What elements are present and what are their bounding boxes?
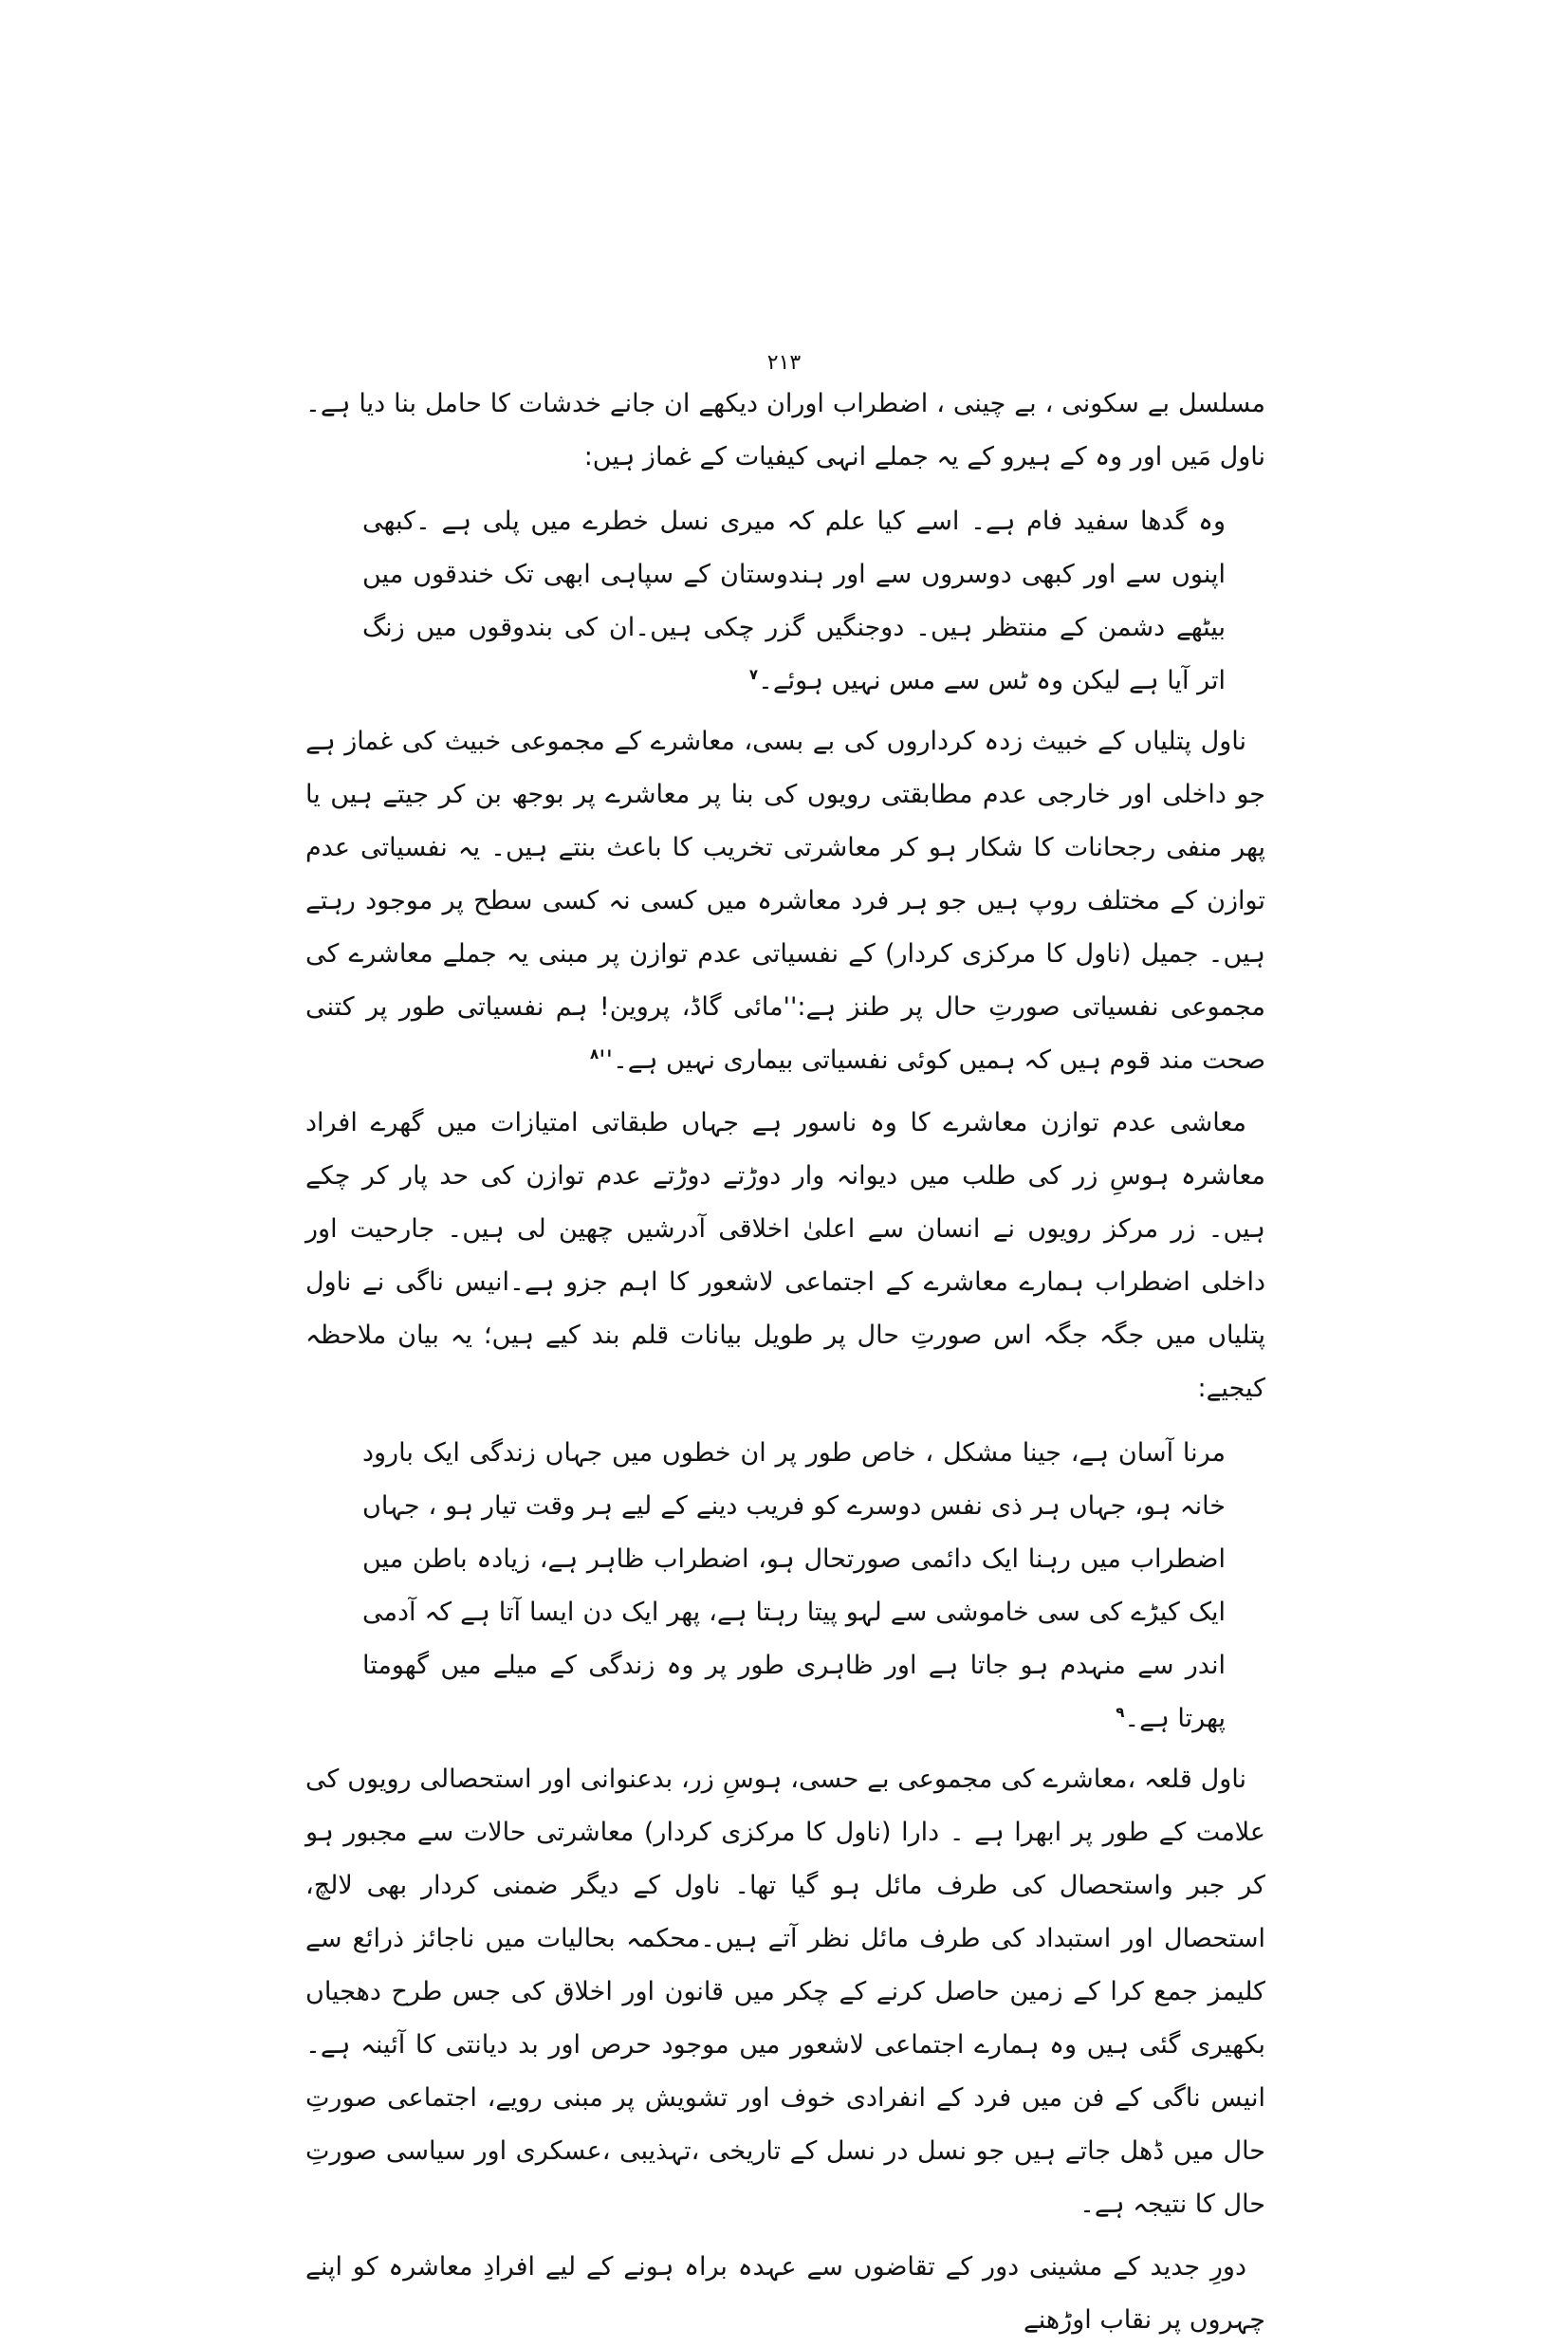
paragraph-1: مسلسل بے سکونی ، بے چینی ، اضطراب اوران دیکھے ان جانے خدشات کا حامل بنا دیا ہے۔ناول مَیں اور وہ کے ہیرو کے یہ جملے انہی کیفیات کے غماز ہیں: xyxy=(305,389,1265,471)
spacer xyxy=(305,2231,1265,2241)
paragraph-2 xyxy=(305,715,1265,1087)
text-column xyxy=(305,378,1265,2347)
paragraph-3: معاشی عدم توازن معاشرے کا وہ ناسور ہے جہاں طبقاتی امتیازات میں گھرے افراد معاشرہ ہوسِ زر کی طلب میں دیوانہ وار دوڑتے دوڑتے عدم توازن کی حد پار کر چکے ہیں۔ زر مرکز رویوں نے انسان سے اعلیٰ اخلاقی آدرشیں چھین لی ہیں۔ جارحیت اور داخلی اضطراب ہمارے معاشرے کے اجتماعی لاشعور کا اہم جزو ہے۔انیس ناگی نے ناول پتلیاں میں جگہ جگہ اس صورتِ حال پر طویل بیانات قلم بند کیے ہیں؛ یہ بیان ملاحظہ کیجیے: xyxy=(305,1108,1265,1403)
page-number: ۲۱۳ xyxy=(766,351,802,375)
block-quote-2 xyxy=(305,1427,1265,1746)
block-quote-1 xyxy=(305,495,1265,708)
spacer xyxy=(305,484,1265,493)
spacer xyxy=(305,1415,1265,1425)
footnote-ref-9: ۹ xyxy=(1116,1704,1125,1721)
paragraph-2-text: ناول پتلیاں کے خبیث زدہ کرداروں کی بے بسی، معاشرے کے مجموعی خبیث کی غماز ہے جو داخلی اور خارجی عدم مطابقتی رویوں کی بنا پر معاشرے پر بوجھ بن کر جیتے ہیں یا پھر منفی رجحانات کا شکار ہو کر معاشرتی تخریب کا باعث بنتے ہیں۔ یہ نفسیاتی عدم توازن کے مختلف روپ ہیں جو ہر فرد معاشرہ میں کسی نہ کسی سطح پر موجود رہتے ہیں۔ جمیل (ناول کا مرکزی کردار) کے نفسیاتی عدم توازن پر مبنی یہ جملے معاشرے کی مجموعی نفسیاتی صورتِ حال پر طنز ہے:''مائی گاڈ، پروین! ہم نفسیاتی طور پر کتنی صحت مند قوم ہیں کہ ہمیں کوئی نفسیاتی بیماری نہیں ہے۔'' xyxy=(305,727,1265,1075)
block-quote-1-text: وہ گدھا سفید فام ہے۔ اسے کیا علم کہ میری نسل خطرے میں پلی ہے ۔کبھی اپنوں سے اور کبھی دوسروں سے اور ہندوستان کے سپاہی ابھی تک خندقوں میں بیٹھے دشمن کے منتظر ہیں۔ دوجنگیں گزر چکی ہیں۔ان کی بندوقوں میں زنگ اتر آیا ہے لیکن وہ ٹس سے مس نہیں ہوئے۔ xyxy=(362,507,1226,695)
footnote-ref-7: ۷ xyxy=(748,666,759,683)
spacer xyxy=(305,1087,1265,1097)
paragraph-4: ناول قلعہ ،معاشرے کی مجموعی بے حسی، ہوسِ زر، بدعنوانی اور استحصالی رویوں کی علامت کے طور پر ابھرا ہے ۔ دارا (ناول کا مرکزی کردار) معاشرتی حالات سے مجبور ہو کر جبر واستحصال کی طرف مائل ہو گیا تھا۔ ناول کے دیگر ضمنی کردار بھی لالچ، استحصال اور استبداد کی طرف مائل نظر آتے ہیں۔محکمہ بحالیات میں ناجائز ذرائع سے کلیمز جمع کرا کے زمین حاصل کرنے کے چکر میں قانون اور اخلاق کی جس طرح دھجیاں بکھیری گئی ہیں وہ ہمارے اجتماعی لاشعور میں موجود حرص اور بد دیانتی کا آئینہ ہے۔ انیس ناگی کے فن میں فرد کے انفرادی خوف اور تشویش پر مبنی رویے، اجتماعی صورتِ حال میں ڈھل جاتے ہیں جو نسل در نسل کے تاریخی ،تہذیبی ،عسکری اور سیاسی صورتِ حال کا نتیجہ ہے۔ xyxy=(305,1765,1265,2219)
paragraph-5: دورِ جدید کے مشینی دور کے تقاضوں سے عہدہ براہ ہونے کے لیے افرادِ معاشرہ کو اپنے چہروں پر نقاب اوڑھنے xyxy=(305,2252,1265,2335)
block-quote-2-text: مرنا آسان ہے، جینا مشکل ، خاص طور پر ان خطوں میں جہاں زندگی ایک بارود خانہ ہو، جہاں ہر ذی نفس دوسرے کو فریب دینے کے لیے ہر وقت تیار ہو ، جہاں اضطراب میں رہنا ایک دائمی صورتحال ہو، اضطراب ظاہر ہے، زیادہ باطن میں ایک کیڑے کی سی خاموشی سے لہو پیتا رہتا ہے، پھر ایک دن ایسا آتا ہے کہ آدمی اندر سے منہدم ہو جاتا ہے اور ظاہری طور پر وہ زندگی کے میلے میں گھومتا پھرتا ہے۔ xyxy=(362,1438,1226,1733)
footnote-ref-8: ۸ xyxy=(589,1045,600,1063)
